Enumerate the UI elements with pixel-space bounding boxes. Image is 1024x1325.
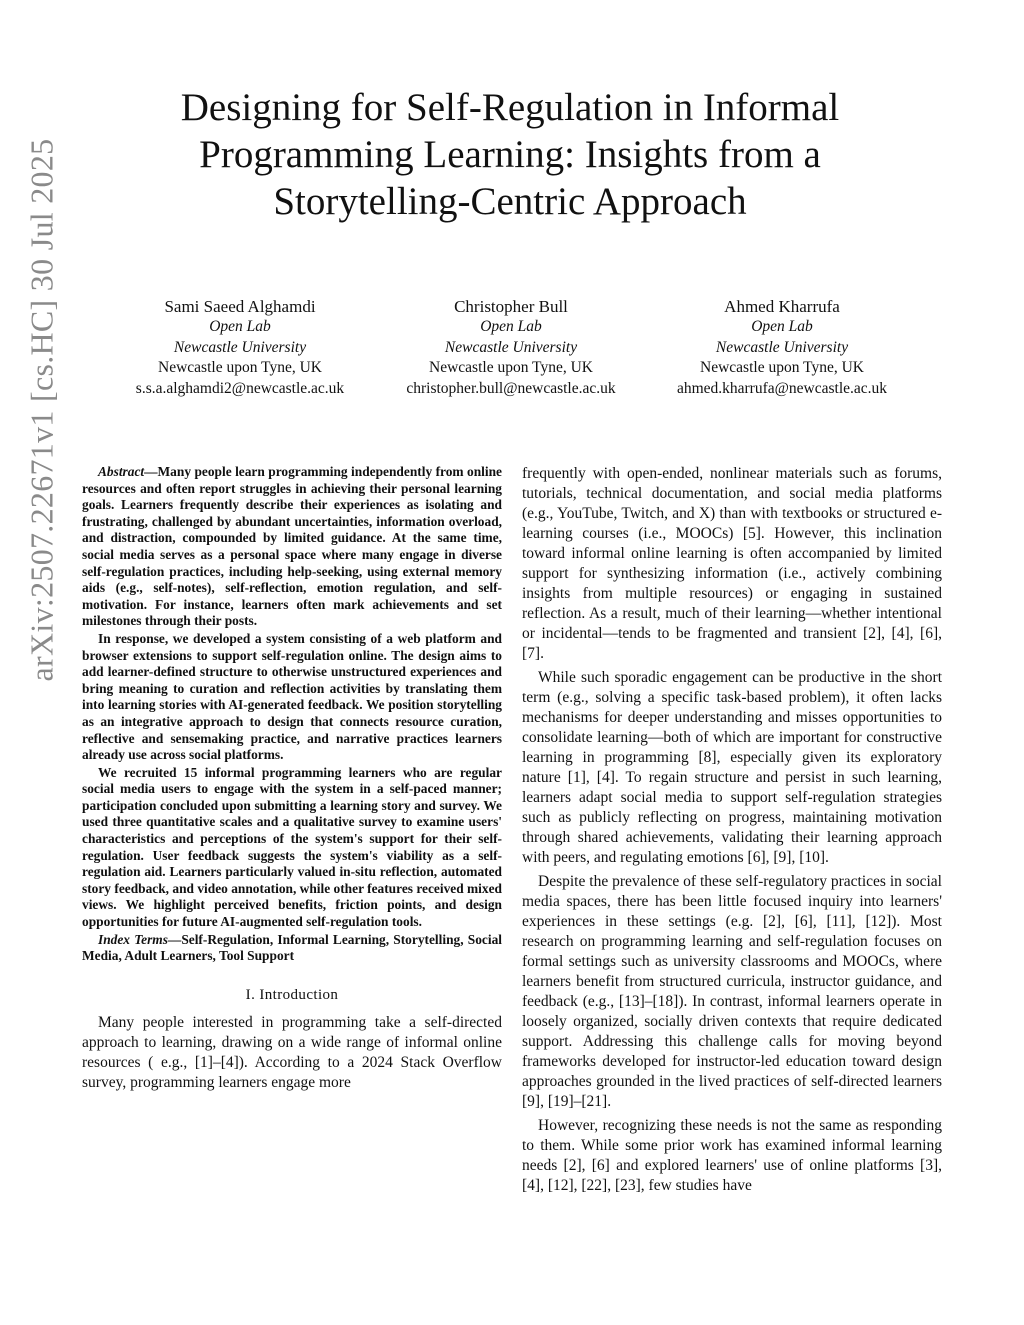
author-2 <box>361 296 661 399</box>
title-line: Storytelling-Centric Approach <box>273 180 747 223</box>
abstract-text: Many people learn programming independently from online resources and often report struggles in achieving their personal learning goals. Learners frequently describe their experiences as isolating and frustrating, challenged by abundant uncertainties, information overload, and distraction, compounded by limited guidance. At the same time, social media serves as a personal space where many engage in diverse self-regulation practices, including help-seeking, using external memory aids (e.g., self-notes), self-reflection, emotion regulation, and self-motivation. For instance, learners often mark achievements and set milestones through their posts. <box>82 464 502 629</box>
author-email: s.s.a.alghamdi2@newcastle.ac.uk <box>135 379 345 397</box>
author-lab: Open Lab <box>751 318 813 335</box>
author-lab: Open Lab <box>209 318 271 335</box>
author-location: Newcastle upon Tyne, UK <box>700 359 864 377</box>
title-line: Programming Learning: Insights from a <box>199 133 821 176</box>
abstract-paragraph: In response, we developed a system consisting of a web platform and browser extensions to support self-regulation online. The design aims to add learner-defined structure to otherwise unstructured experiences and bring meaning to curation and reflection activities by translating them into learning stories with AI-generated feedback. We position storytelling as an integrative approach to design that connects resource curation, reflective and sensemaking practice, and narrative practices learners already use across social platforms. <box>82 630 502 763</box>
index-terms-label: Index Terms <box>98 931 168 947</box>
paper-title <box>120 84 900 225</box>
author-name: Christopher Bull <box>454 297 568 316</box>
author-name: Sami Saeed Alghamdi <box>164 297 316 316</box>
abstract-paragraph: Abstract—Many people learn programming independently from online resources and often report struggles in achieving their personal learning goals. Learners frequently describe their experiences as isolating and frustrating, challenged by abundant uncertainties, information overload, and distraction, compounded by limited guidance. At the same time, social media serves as a personal space where many engage in diverse self-regulation practices, including help-seeking, using external memory aids (e.g., self-notes), self-reflection, emotion regulation, and self-motivation. For instance, learners often mark achievements and set milestones through their posts. <box>82 464 502 629</box>
right-column <box>522 464 942 1200</box>
body-paragraph: Despite the prevalence of these self-regulatory practices in social media spaces, there has been little focused inquiry into learners' experiences in these settings (e.g. [2], [6], [11], [12]). Most research on programming learning and self-regulation focuses on formal settings such as university classrooms and MOOCs, where learners benefit from structured curricula, instructor guidance, and feedback (e.g., [13]–[18]). In contrast, informal learners operate in loosely organized, socially driven contexts that require dedicated support. Addressing this challenge calls for moving beyond frameworks developed for instructor-led education toward design approaches grounded in the lived practices of self-directed learners [9], [19]–[21]. <box>522 873 942 1110</box>
body-paragraph: However, recognizing these needs is not the same as responding to them. While some prior work has examined informal learning needs [2], [6] and explored learners' use of online platforms [3], [4], [12], [22], [23], few studies have <box>522 1117 942 1194</box>
section-heading: I. Introduction <box>245 986 339 1003</box>
abstract-paragraph: We recruited 15 informal programming learners who are regular social media users to engage with the system in a self-paced manner; participation concluded upon submitting a learning story and survey. We used three quantitative scales and a qualitative survey to examine users' characteristics and perceptions of the system's support for their self-regulation. User feedback suggests the system's viability as a self-regulation aid. Learners particularly valued in-situ reflection, automated story feedback, and video annotation, while other features received mixed views. We highlight perceived benefits, friction points, and design opportunities for future AI-augmented self-regulation tools. <box>82 764 502 930</box>
title-line: Designing for Self-Regulation in Informal <box>180 86 840 129</box>
author-block <box>0 296 1024 406</box>
author-name: Ahmed Kharrufa <box>724 297 840 316</box>
body-paragraph: While such sporadic engagement can be productive in the short term (e.g., solving a specific task-based problem), it often lacks mechanisms for deeper understanding and misses opportunities to consolidate learning—both of which are important for constructive learning in programming [8], especially given its exploratory nature [1], [4]. To regain structure and persist in such learning, learners adapt social media to support self-regulation strategies such as publicly reflecting on progress, maintaining motivation through shared achievements, validating their learning approach with peers, and regulating emotions [6], [9], [10]. <box>522 669 942 866</box>
author-university: Newcastle University <box>173 338 307 356</box>
left-column <box>82 464 502 1093</box>
arxiv-identifier-text: arXiv:2507.22671v1 [cs.HC] 30 Jul 2025 <box>23 138 60 682</box>
abstract-label: Abstract <box>98 464 145 479</box>
author-email: ahmed.kharrufa@newcastle.ac.uk <box>676 379 888 397</box>
author-university: Newcastle University <box>444 338 578 356</box>
body-paragraph: Many people interested in programming take a self-directed approach to learning, drawing on a wide range of informal online resources ( e.g., [1]–[4]). According to a 2024 Stack Overflow survey, programming learners engage more <box>82 1013 502 1091</box>
author-3 <box>632 296 932 399</box>
author-email: christopher.bull@newcastle.ac.uk <box>406 379 616 397</box>
index-terms-text: Self-Regulation, Informal Learning, Storytelling, Social Media, Adult Learners, Tool Support <box>82 931 502 964</box>
author-university: Newcastle University <box>715 338 849 356</box>
author-lab: Open Lab <box>480 318 542 335</box>
body-paragraph: frequently with open-ended, nonlinear materials such as forums, tutorials, technical documentation, and social media platforms (e.g., YouTube, Twitch, and X) than with textbooks or structured e-learning courses (i.e., MOOCs) [5]. However, this inclination toward informal online learning is often accompanied by limited support for synthesizing information (i.e., actively combining insights from multiple resources) or engaging in sustained reflection. As a result, much of their learning—whether intentional or incidental—tends to be fragmented and transient [2], [4], [6], [7]. <box>522 465 942 662</box>
index-terms: Index Terms—Self-Regulation, Informal Learning, Storytelling, Social Media, Adult Learners, Tool Support <box>82 931 502 964</box>
author-location: Newcastle upon Tyne, UK <box>158 359 322 377</box>
author-location: Newcastle upon Tyne, UK <box>429 359 593 377</box>
author-1 <box>90 296 390 399</box>
